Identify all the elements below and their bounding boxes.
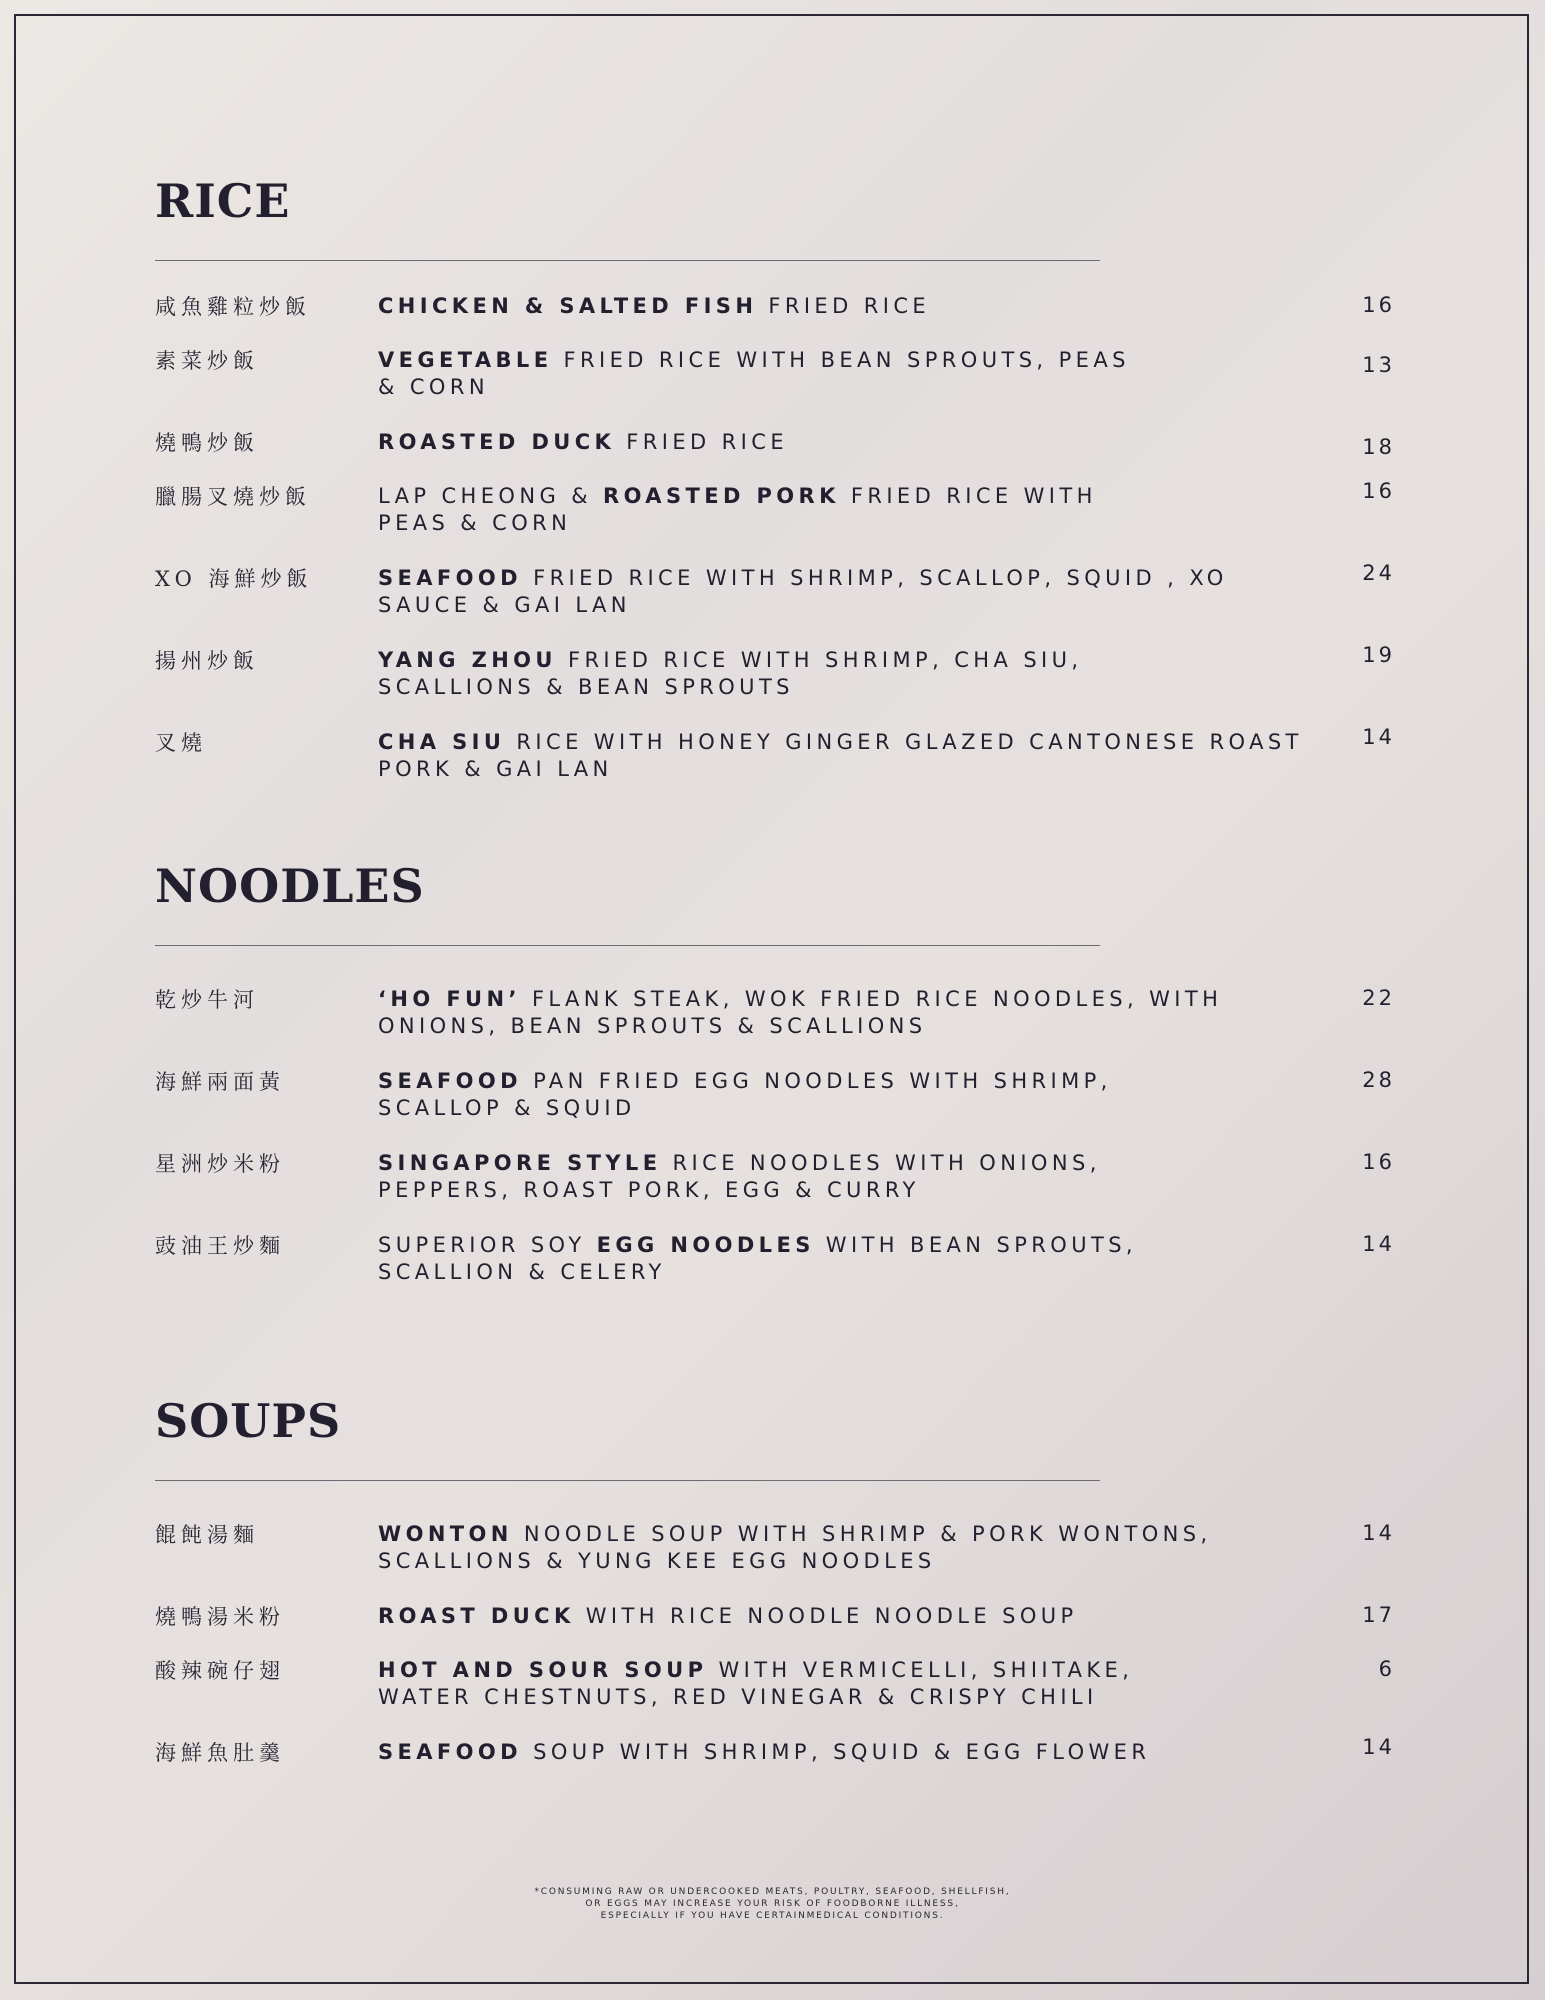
item-name: CHICKEN & SALTED FISH: [378, 294, 758, 318]
menu-items: [155, 984, 1395, 1312]
item-chinese-name: 揚州炒飯: [155, 649, 259, 673]
menu-item: [155, 1519, 1395, 1601]
item-name: HOT AND SOUR SOUP: [378, 1658, 708, 1682]
item-chinese-name: 海鮮魚肚羹: [155, 1741, 285, 1765]
footnote-line: *CONSUMING RAW OR UNDERCOOKED MEATS, POULTRY, SEAFOOD, SHELLFISH,: [534, 1887, 1011, 1897]
menu-item: [155, 1066, 1395, 1148]
item-name: WONTON: [378, 1522, 513, 1546]
item-chinese-name: 燒鴨炒飯: [155, 431, 259, 455]
item-price: 14: [1362, 725, 1395, 749]
menu-item: [155, 291, 1395, 345]
footnote-line: ESPECIALLY IF YOU HAVE CERTAINMEDICAL CONDITIONS.: [600, 1911, 945, 1921]
divider: [155, 1480, 1100, 1481]
menu-item: [155, 345, 1395, 427]
item-chinese-name: 餛飩湯麵: [155, 1523, 259, 1547]
section-title: SOUPS: [155, 1394, 342, 1448]
menu-item: [155, 645, 1395, 727]
divider: [155, 945, 1100, 946]
item-description: [378, 347, 1138, 401]
rice-section: [155, 174, 1395, 809]
item-price: 13: [1362, 353, 1395, 377]
item-chinese-name: 星洲炒米粉: [155, 1152, 285, 1176]
item-name: SEAFOOD: [378, 1740, 523, 1764]
item-details: RICE WITH HONEY GINGER GLAZED CANTONESE ROAST PORK & GAI LAN: [378, 730, 1303, 781]
item-price: 22: [1362, 986, 1395, 1010]
item-description: [378, 1232, 1208, 1286]
item-price: 16: [1362, 293, 1395, 317]
item-details: FLANK STEAK, WOK FRIED RICE NOODLES, WITH ONIONS, BEAN SPROUTS & SCALLIONS: [378, 987, 1223, 1038]
item-description: [378, 1603, 1308, 1630]
item-name: CHA SIU: [378, 730, 506, 754]
item-name: ROASTED DUCK: [378, 430, 616, 454]
item-price: 6: [1378, 1657, 1395, 1681]
item-price: 18: [1362, 435, 1395, 459]
item-price: 14: [1362, 1735, 1395, 1759]
item-chinese-name: 燒鴨湯米粉: [155, 1605, 285, 1629]
item-details: WITH RICE NOODLE NOODLE SOUP: [574, 1604, 1078, 1628]
item-details: WITH BEAN SPROUTS, SCALLION & CELERY: [378, 1233, 1138, 1284]
item-price: 14: [1362, 1232, 1395, 1256]
item-chinese-name: 素菜炒飯: [155, 349, 259, 373]
menu-items: [155, 291, 1395, 809]
item-name: SEAFOOD: [378, 566, 523, 590]
item-description: [378, 483, 1168, 537]
menu-item: [155, 1601, 1395, 1655]
item-details: SOUP WITH SHRIMP, SQUID & EGG FLOWER: [522, 1740, 1151, 1764]
item-price: 16: [1362, 1150, 1395, 1174]
allergy-footnote: [0, 1886, 1545, 1922]
menu-item: [155, 481, 1395, 563]
item-details: WITH VERMICELLI, SHIITAKE, WATER CHESTNUTS, RED VINEGAR & CRISPY CHILI: [378, 1658, 1134, 1709]
soups-section: [155, 1394, 1395, 1791]
item-name: EGG NOODLES: [596, 1233, 815, 1257]
item-chinese-name: 乾炒牛河: [155, 988, 259, 1012]
item-description: [378, 1657, 1178, 1711]
item-chinese-name: 叉燒: [155, 731, 207, 755]
item-description: [378, 565, 1258, 619]
menu-item: [155, 563, 1395, 645]
item-chinese-name: 酸辣碗仔翅: [155, 1659, 285, 1683]
menu-item: [155, 1230, 1395, 1312]
item-price: 24: [1362, 561, 1395, 585]
item-price: 28: [1362, 1068, 1395, 1092]
item-prefix: SUPERIOR SOY: [378, 1233, 597, 1257]
noodles-section: [155, 859, 1395, 1312]
item-details: PAN FRIED EGG NOODLES WITH SHRIMP, SCALLOP & SQUID: [378, 1069, 1112, 1120]
item-details: FRIED RICE WITH PEAS & CORN: [378, 484, 1097, 535]
item-description: [378, 1150, 1168, 1204]
section-title: RICE: [155, 174, 291, 228]
menu-item: [155, 427, 1395, 481]
item-price: 14: [1362, 1521, 1395, 1545]
item-description: [378, 1521, 1308, 1575]
item-details: RICE NOODLES WITH ONIONS, PEPPERS, ROAST PORK, EGG & CURRY: [378, 1151, 1101, 1202]
menu-item: [155, 984, 1395, 1066]
item-details: NOODLE SOUP WITH SHRIMP & PORK WONTONS, SCALLIONS & YUNG KEE EGG NOODLES: [378, 1522, 1212, 1573]
item-description: [378, 429, 1308, 456]
item-description: [378, 729, 1308, 783]
menu-item: [155, 727, 1395, 809]
item-name: ‘HO FUN’: [378, 987, 521, 1011]
item-price: 16: [1362, 479, 1395, 503]
item-description: [378, 1739, 1308, 1766]
item-chinese-name: 臘腸叉燒炒飯: [155, 485, 311, 509]
section-title: NOODLES: [155, 859, 425, 913]
item-name: ROAST DUCK: [378, 1604, 575, 1628]
item-details: FRIED RICE WITH SHRIMP, SCALLOP, SQUID , XO SAUCE & GAI LAN: [378, 566, 1228, 617]
menu-item: [155, 1655, 1395, 1737]
item-name: SINGAPORE STYLE: [378, 1151, 662, 1175]
item-price: 19: [1362, 643, 1395, 667]
item-chinese-name: 海鮮兩面黃: [155, 1070, 285, 1094]
menu-item: [155, 1148, 1395, 1230]
item-details: FRIED RICE WITH SHRIMP, CHA SIU, SCALLIONS & BEAN SPROUTS: [378, 648, 1083, 699]
item-name: YANG ZHOU: [378, 648, 557, 672]
item-prefix: LAP CHEONG &: [378, 484, 604, 508]
item-details: FRIED RICE: [757, 294, 931, 318]
item-description: [378, 986, 1308, 1040]
item-price: 17: [1362, 1603, 1395, 1627]
item-chinese-name: 豉油王炒麵: [155, 1234, 285, 1258]
item-details: FRIED RICE WITH BEAN SPROUTS, PEAS & CORN: [378, 348, 1130, 399]
divider: [155, 260, 1100, 261]
item-details: FRIED RICE: [615, 430, 788, 454]
item-description: [378, 293, 1308, 320]
item-description: [378, 647, 1158, 701]
item-name: ROASTED PORK: [603, 484, 840, 508]
footnote-line: OR EGGS MAY INCREASE YOUR RISK OF FOODBORNE ILLNESS,: [585, 1899, 960, 1909]
item-name: SEAFOOD: [378, 1069, 523, 1093]
menu-items: [155, 1519, 1395, 1791]
item-chinese-name: XO 海鮮炒飯: [155, 567, 313, 591]
item-description: [378, 1068, 1178, 1122]
item-name: VEGETABLE: [378, 348, 553, 372]
item-chinese-name: 咸魚雞粒炒飯: [155, 295, 311, 319]
menu-item: [155, 1737, 1395, 1791]
